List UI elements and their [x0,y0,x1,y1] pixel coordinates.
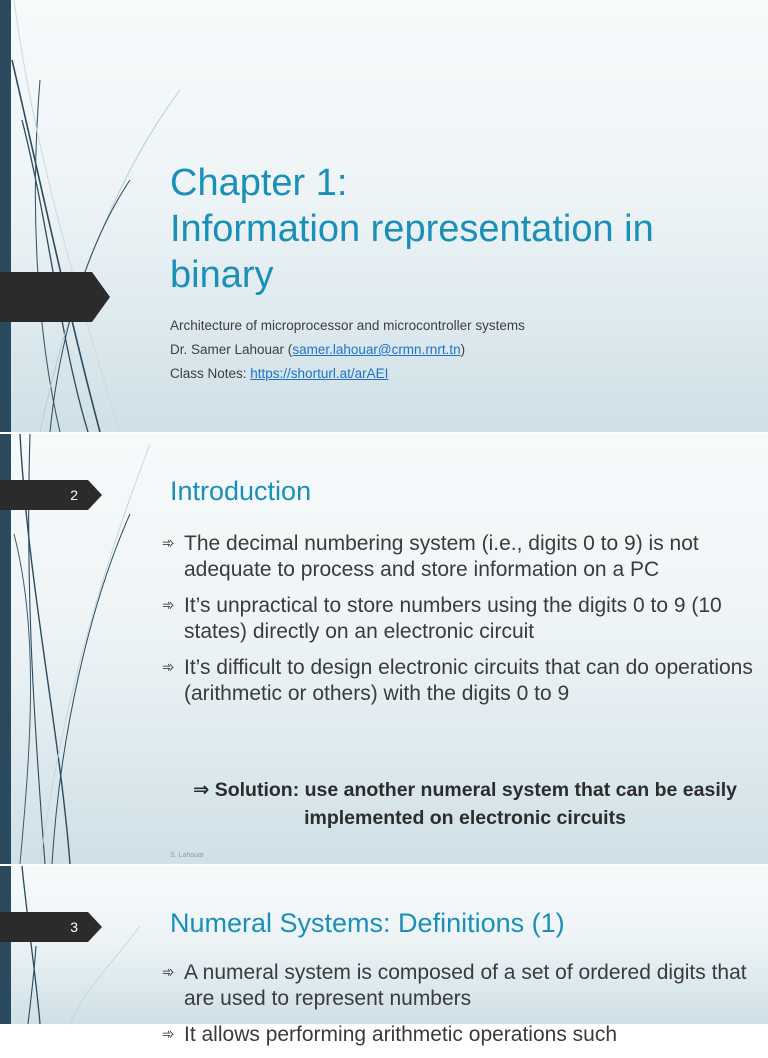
title-tab-shape [0,272,110,322]
bullet-list [162,531,762,717]
arrow-bullet-icon: ➾ [162,659,175,676]
slide-3 [0,866,768,1046]
title-line-2: Information representation in [170,208,654,250]
subtitle-block [170,314,760,386]
arrow-bullet-icon: ➾ [162,964,175,981]
list-item [162,960,762,1012]
slide-number-tab [0,480,102,510]
author-prefix: Dr. Samer Lahouar ( [170,342,293,357]
notes-prefix: Class Notes: [170,366,251,381]
bullet-text: It allows performing arithmetic operations such [184,1023,618,1046]
class-notes-link[interactable]: https://shorturl.at/arAEI [250,366,389,381]
list-item [162,655,762,707]
course-name: Architecture of microprocessor and microcontroller systems [170,318,525,333]
slide-title: Numeral Systems: Definitions (1) [170,908,565,938]
list-item [162,531,762,583]
arrow-bullet-icon: ➾ [162,1026,175,1043]
slide-number-tab [0,912,102,942]
footer-author: S. Lahouar [170,852,205,859]
slide-number: 3 [70,919,78,935]
title-line-3: binary [170,254,274,296]
author-email-link[interactable]: samer.lahouar@crmn.rnrt.tn [292,342,461,357]
list-item [162,1022,762,1048]
bullet-list [162,960,762,1058]
slide-1 [0,0,768,432]
notes-line [170,362,760,386]
author-suffix: ) [460,342,466,357]
chapter-title [170,160,760,298]
solution-text: ⇒ Solution: use another numeral system that can be easily implemented on electronic circuits [192,779,738,829]
bullet-text: A numeral system is composed of a set of ordered digits that are used to represent numbers [184,961,747,1010]
arrow-bullet-icon: ➾ [162,535,175,552]
list-item [162,593,762,645]
title-line-1: Chapter 1: [170,162,348,204]
arrow-bullet-icon: ➾ [162,597,175,614]
slide-2 [0,434,768,864]
bullet-text: It’s difficult to design electronic circuits that can do operations (arithmetic or others) with the digits 0 to 9 [184,656,753,705]
bullet-text: It’s unpractical to store numbers using the digits 0 to 9 (10 states) directly on an electronic circuit [184,594,722,643]
bullet-text: The decimal numbering system (i.e., digits 0 to 9) is not adequate to process and store information on a PC [184,532,699,581]
author-line [170,338,760,362]
slide-number: 2 [70,487,78,503]
slide-title: Introduction [170,476,312,506]
